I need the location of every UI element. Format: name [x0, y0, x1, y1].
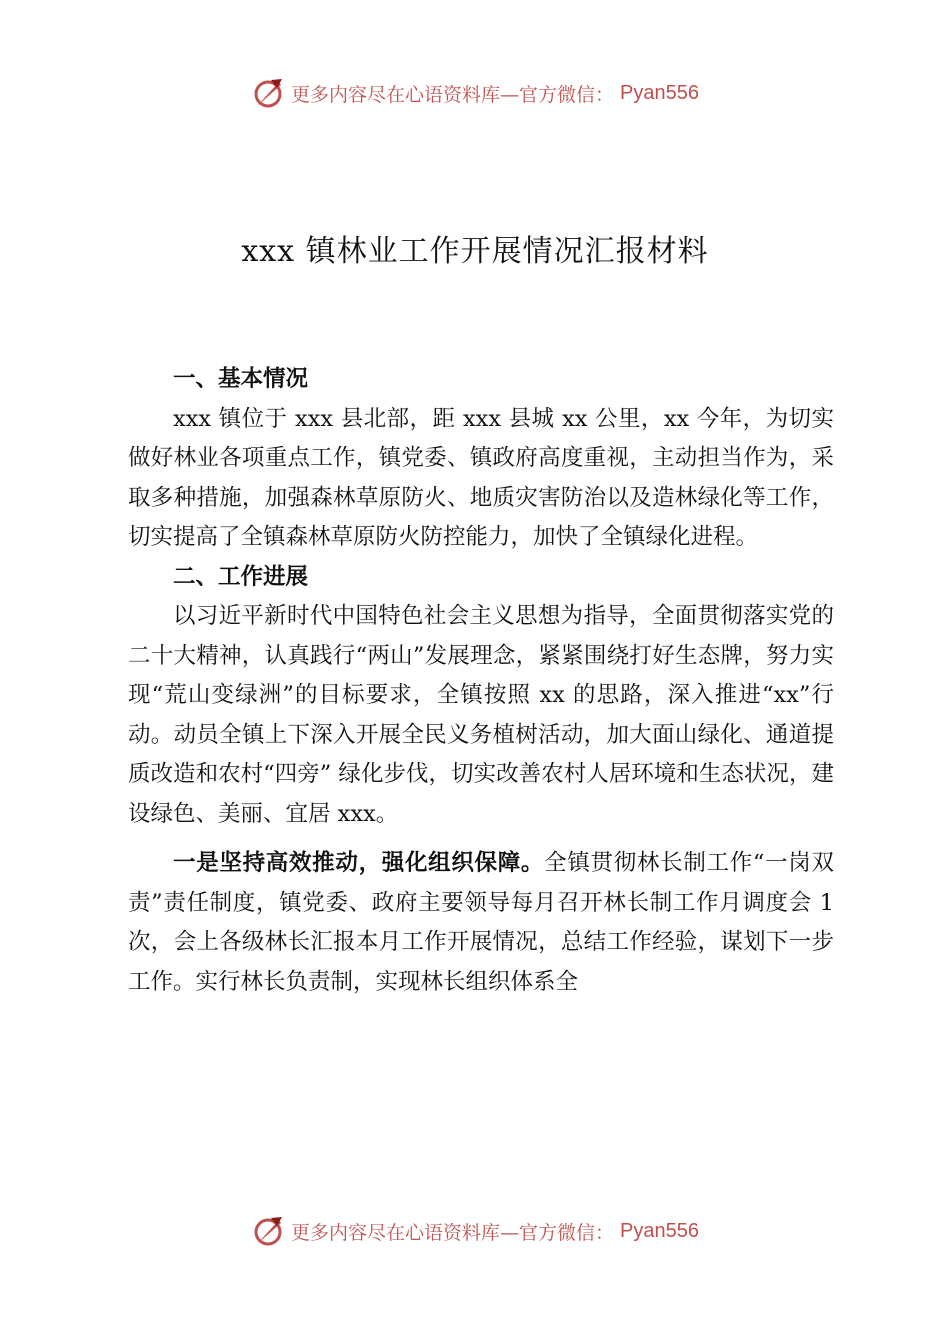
section-heading-basic: 一、基本情况: [173, 366, 309, 392]
quill-pen-logo-icon: [251, 76, 285, 110]
watermark-wechat-id: Pyan556: [620, 81, 699, 104]
point-lead-1: 一是坚持高效推动，强化组织保障。: [173, 850, 545, 876]
watermark-text: 更多内容尽在心语资料库—官方微信：: [291, 1221, 615, 1244]
watermark-wechat-id: Pyan556: [620, 1219, 699, 1242]
progress-paragraph: 以习近平新时代中国特色社会主义思想为指导，全面贯彻落实党的二十大精神，认真践行“两山”发展理念，紧紧围绕打好生态牌，努力实现“荒山变绿洲”的目标要求，全镇按照 xx 的思路，深入推进“xx”行动。动员全镇上下深入开展全民义务植树活动，加大面山绿化、通道提质改造和农村“四旁” 绿化步伐，切实改善农村人居环境和生态状况，建设绿色、美丽、宜居 xxx。: [128, 603, 834, 827]
document-body: [128, 360, 834, 1002]
document-title: xxx 镇林业工作开展情况汇报材料: [241, 234, 709, 269]
footer-watermark: [0, 1214, 950, 1248]
basic-info-paragraph: xxx 镇位于 xxx 县北部，距 xxx 县城 xx 公里，xx 今年，为切实做好林业各项重点工作，镇党委、镇政府高度重视，主动担当作为，采取多种措施，加强森林草原防火、地质灾害防治以及造林绿化等工作，切实提高了全镇森林草原防火防控能力，加快了全镇绿化进程。: [128, 405, 834, 550]
watermark-text: 更多内容尽在心语资料库—官方微信：: [291, 83, 615, 106]
point-text-1: 全镇贯彻林长制工作“一岗双责”责任制度，镇党委、政府主要领导每月召开林长制工作月调度会 1 次，会上各级林长汇报本月工作开展情况，总结工作经验，谋划下一步工作。实行林长负责制，实现林长组织体系全: [128, 850, 834, 995]
header-watermark: [0, 76, 950, 110]
point-paragraph-1: [128, 844, 834, 1002]
section-heading-progress: 二、工作进展: [173, 563, 309, 590]
quill-pen-logo-icon: [251, 1214, 285, 1248]
